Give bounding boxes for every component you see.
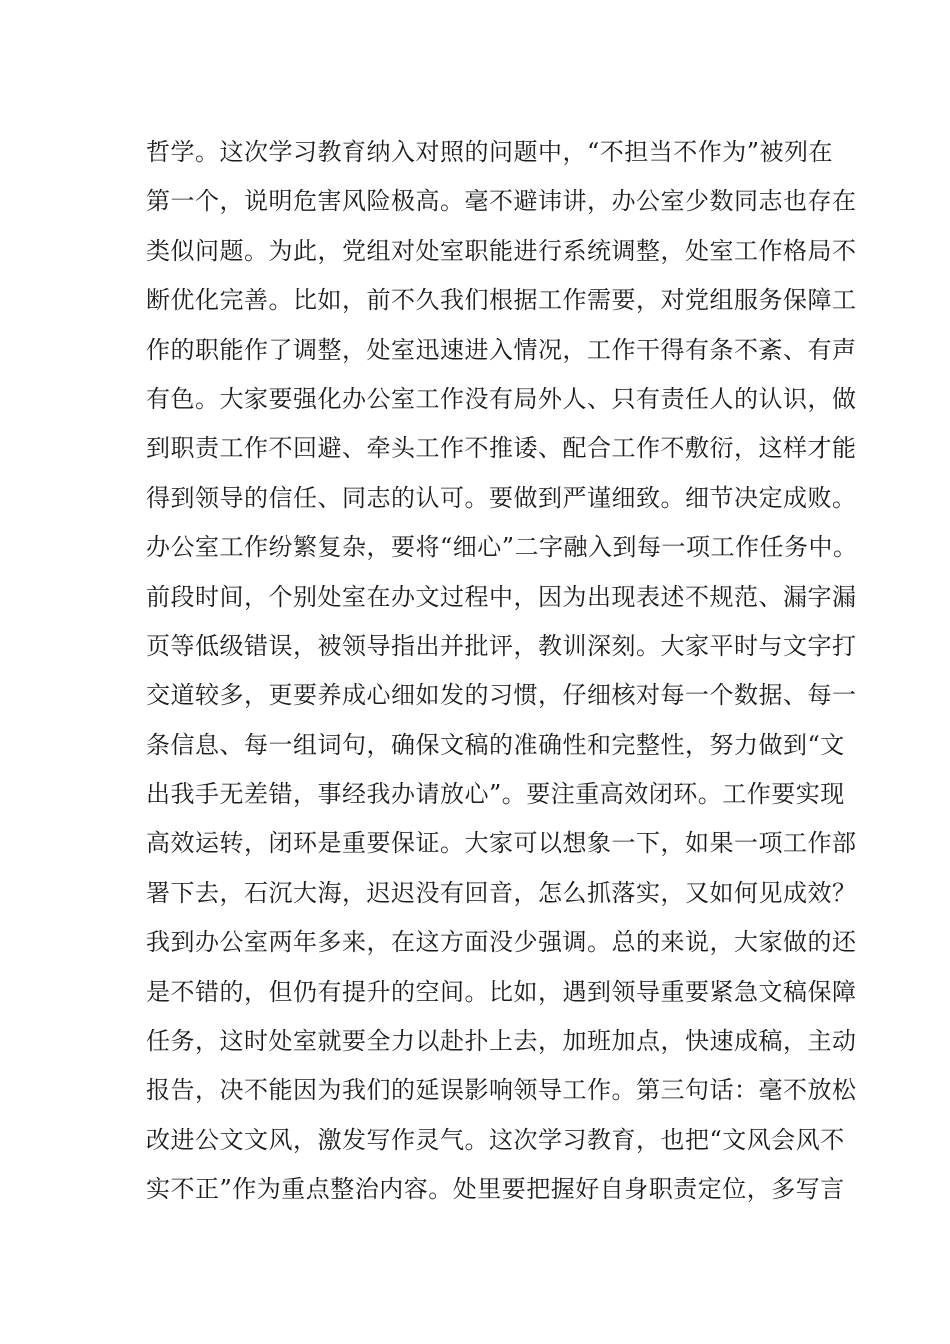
text-line-20: 报告，决不能因为我们的延误影响领导工作。第三句话：毫不放松 bbox=[146, 1076, 857, 1105]
text-line-10: 前段时间，个别处室在办文过程中，因为出现表述不规范、漏字漏 bbox=[146, 582, 857, 611]
text-line-16: 署下去，石沉大海，迟迟没有回音，怎么抓落实，又如何见成效？ bbox=[146, 878, 857, 907]
body-text bbox=[146, 128, 858, 1215]
text-line-12: 交道较多，更要养成心细如发的习惯，仔细核对每一个数据、每一 bbox=[146, 681, 857, 710]
text-line-15: 高效运转，闭环是重要保证。大家可以想象一下，如果一项工作部 bbox=[146, 829, 857, 858]
text-line-2: 第一个，说明危害风险极高。毫不避讳讲，办公室少数同志也存在 bbox=[146, 187, 857, 216]
text-line-21: 改进公文文风，激发写作灵气。这次学习教育，也把“文风会风不 bbox=[146, 1125, 845, 1154]
text-line-17: 我到办公室两年多来，在这方面没少强调。总的来说，大家做的还 bbox=[146, 928, 857, 957]
text-line-6: 有色。大家要强化办公室工作没有局外人、只有责任人的认识，做 bbox=[146, 384, 857, 413]
text-line-8: 得到领导的信任、同志的认可。要做到严谨细致。细节决定成败。 bbox=[146, 483, 857, 512]
text-line-9: 办公室工作纷繁复杂，要将“细心”二字融入到每一项工作任务中。 bbox=[146, 533, 858, 562]
text-line-4: 断优化完善。比如，前不久我们根据工作需要，对党组服务保障工 bbox=[146, 286, 857, 315]
text-line-13: 条信息、每一组词句，确保文稿的准确性和完整性，努力做到“文 bbox=[146, 730, 845, 759]
text-line-7: 到职责工作不回避、牵头工作不推诿、配合工作不敷衍，这样才能 bbox=[146, 434, 857, 463]
text-line-3: 类似问题。为此，党组对处室职能进行系统调整，处室工作格局不 bbox=[146, 236, 857, 265]
text-line-5: 作的职能作了调整，处室迅速进入情况，工作干得有条不紊、有声 bbox=[146, 335, 857, 364]
text-line-18: 是不错的，但仍有提升的空间。比如，遇到领导重要紧急文稿保障 bbox=[146, 977, 857, 1006]
text-line-11: 页等低级错误，被领导指出并批评，教训深刻。大家平时与文字打 bbox=[146, 631, 857, 660]
text-line-19: 任务，这时处室就要全力以赴扑上去，加班加点，快速成稿，主动 bbox=[146, 1027, 857, 1056]
text-line-14: 出我手无差错，事经我办请放心”。要注重高效闭环。工作要实现 bbox=[146, 780, 845, 809]
text-line-1: 哲学。这次学习教育纳入对照的问题中，“不担当不作为”被列在 bbox=[146, 138, 834, 166]
text-line-22: 实不正”作为重点整治内容。处里要把握好自身职责定位，多写言 bbox=[146, 1175, 845, 1204]
